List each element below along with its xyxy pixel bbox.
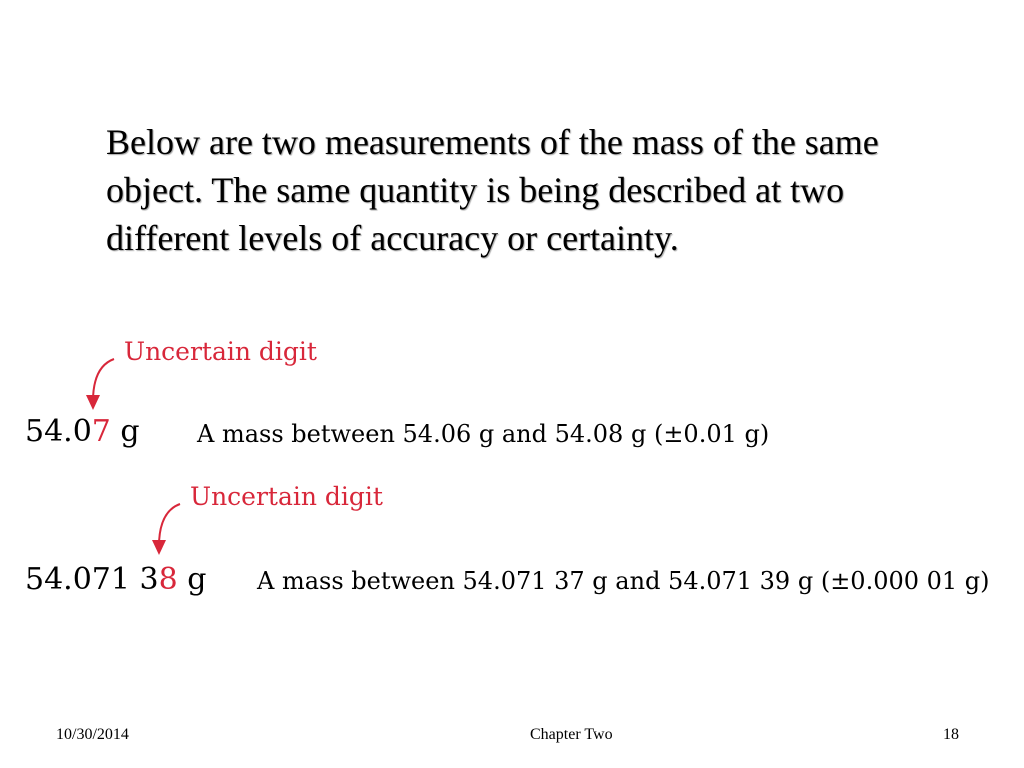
value-prefix-1: 54.0 [25,414,92,449]
measurement-description-1: A mass between 54.06 g and 54.08 g (±0.01 g) [197,420,770,448]
measurement-description-2: A mass between 54.071 37 g and 54.071 39 g (±0.000 01 g) [257,567,990,595]
arrow-icon-1 [82,355,122,415]
uncertain-digit-label-1: Uncertain digit [124,337,317,366]
uncertain-digit-label-2: Uncertain digit [190,482,383,511]
measurement-value-2 [25,562,206,597]
unit-2: g [177,562,207,597]
unit-1: g [110,414,140,449]
footer-chapter: Chapter Two [530,726,613,743]
footer-page-number: 18 [943,726,959,743]
uncertain-digit-1: 7 [91,414,111,449]
value-prefix-2: 54.071 3 [25,562,159,597]
uncertain-digit-2: 8 [158,562,178,597]
arrow-icon-2 [148,500,188,560]
measurement-value-1 [25,414,140,449]
intro-paragraph: Below are two measurements of the mass of the same object. The same quantity is being described at two different levels of accuracy or certainty. [106,122,879,258]
footer-date: 10/30/2014 [56,726,129,743]
